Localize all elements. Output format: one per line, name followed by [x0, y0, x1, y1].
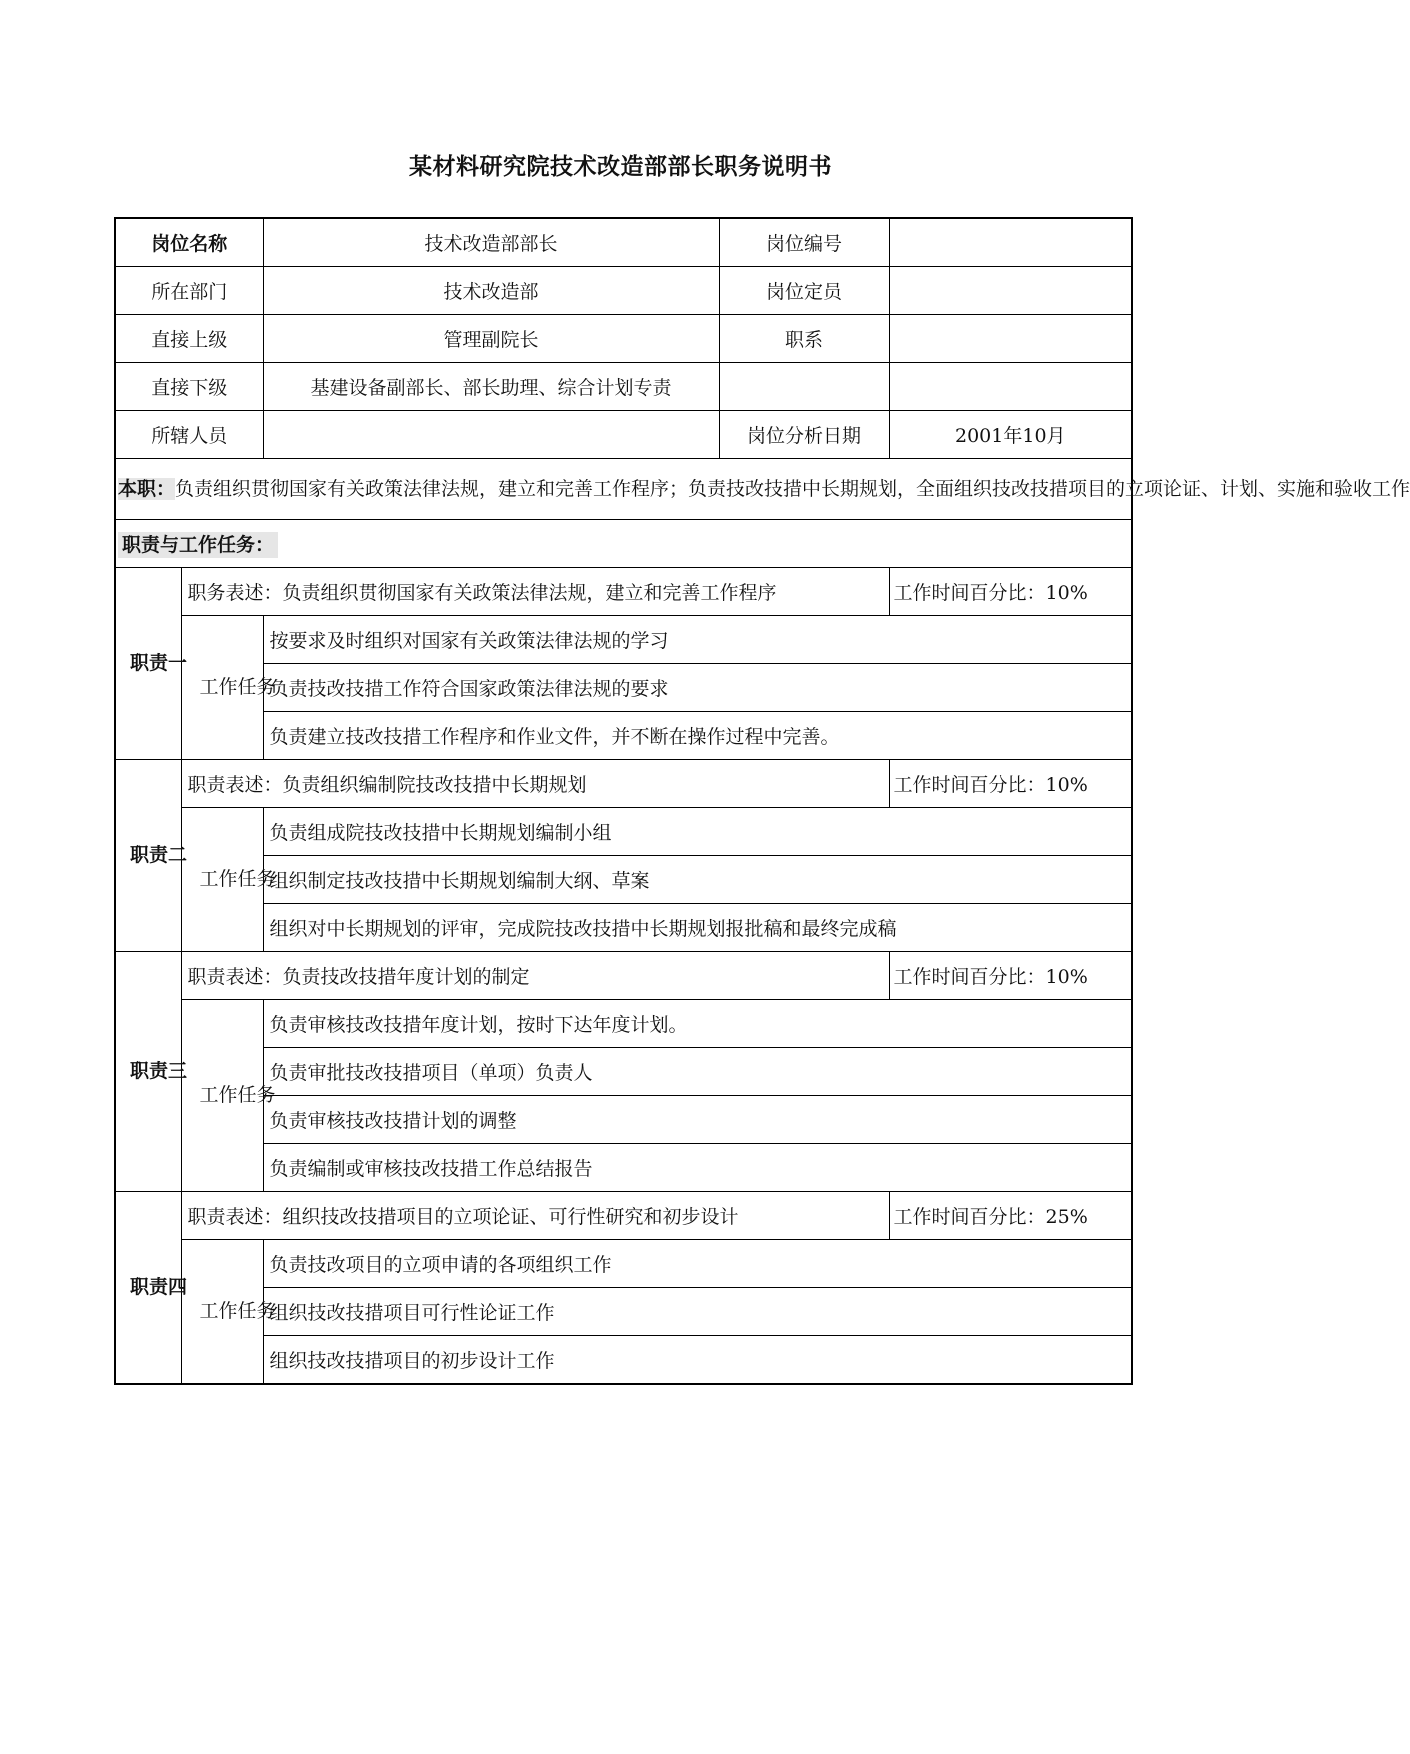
duty-time-percent: 工作时间百分比：10% — [889, 760, 1132, 808]
task-item: 负责审核技改技措年度计划，按时下达年度计划。 — [263, 1000, 1132, 1048]
duty-label: 职责三 — [115, 952, 181, 1192]
value-direct-superior: 管理副院长 — [263, 315, 719, 363]
value-staff-governed — [263, 411, 719, 459]
value-position-code — [889, 218, 1132, 267]
task-item: 组织制定技改技措中长期规划编制大纲、草案 — [263, 856, 1132, 904]
duty-time-percent: 工作时间百分比：10% — [889, 952, 1132, 1000]
value-position-name: 技术改造部部长 — [263, 218, 719, 267]
label-department: 所在部门 — [115, 267, 263, 315]
empty-cell — [719, 363, 889, 411]
summary-text: 负责组织贯彻国家有关政策法律法规，建立和完善工作程序；负责技改技措中长期规划，全面组织技改技措项目的立项论证、计划、实施和验收工作 — [175, 478, 1410, 500]
task-row — [115, 712, 1132, 760]
duty-description: 职责表述：负责技改技措年度计划的制定 — [181, 952, 889, 1000]
value-headcount — [889, 267, 1132, 315]
duties-header-cell — [115, 520, 1132, 568]
value-direct-subordinates: 基建设备副部长、部长助理、综合计划专责 — [263, 363, 719, 411]
task-row — [115, 1000, 1132, 1048]
label-analysis-date: 岗位分析日期 — [719, 411, 889, 459]
value-department: 技术改造部 — [263, 267, 719, 315]
duties-header: 职责与工作任务： — [118, 532, 278, 558]
task-row — [115, 1144, 1132, 1192]
task-item: 负责组成院技改技措中长期规划编制小组 — [263, 808, 1132, 856]
label-position-name: 岗位名称 — [115, 218, 263, 267]
duty-time-percent: 工作时间百分比：25% — [889, 1192, 1132, 1240]
value-job-family — [889, 315, 1132, 363]
value-analysis-date: 2001年10月 — [889, 411, 1132, 459]
task-label: 工作任务 — [181, 1240, 263, 1385]
summary-label: 本职： — [118, 478, 176, 500]
label-position-code: 岗位编号 — [719, 218, 889, 267]
task-label: 工作任务 — [181, 616, 263, 760]
info-row — [115, 315, 1132, 363]
duty-description-row — [115, 952, 1132, 1000]
task-label: 工作任务 — [181, 1000, 263, 1192]
duty-description: 职责表述：组织技改技措项目的立项论证、可行性研究和初步设计 — [181, 1192, 889, 1240]
task-row — [115, 1240, 1132, 1288]
task-item: 按要求及时组织对国家有关政策法律法规的学习 — [263, 616, 1132, 664]
duty-description: 职责表述：负责组织编制院技改技措中长期规划 — [181, 760, 889, 808]
task-item: 负责编制或审核技改技措工作总结报告 — [263, 1144, 1132, 1192]
label-direct-subordinates: 直接下级 — [115, 363, 263, 411]
task-item: 负责审核技改技措计划的调整 — [263, 1096, 1132, 1144]
job-description-table — [114, 217, 1410, 1385]
duty-label: 职责四 — [115, 1192, 181, 1385]
task-label: 工作任务 — [181, 808, 263, 952]
info-row — [115, 411, 1132, 459]
duty-label: 职责一 — [115, 568, 181, 760]
task-item: 负责技改技措工作符合国家政策法律法规的要求 — [263, 664, 1132, 712]
label-direct-superior: 直接上级 — [115, 315, 263, 363]
task-item: 组织技改技措项目可行性论证工作 — [263, 1288, 1132, 1336]
duty-label: 职责二 — [115, 760, 181, 952]
summary-row — [115, 459, 1132, 520]
duty-description-row — [115, 568, 1132, 616]
summary-cell — [115, 459, 1410, 520]
task-row — [115, 1336, 1132, 1385]
duty-time-percent: 工作时间百分比：10% — [889, 568, 1132, 616]
label-staff-governed: 所辖人员 — [115, 411, 263, 459]
label-job-family: 职系 — [719, 315, 889, 363]
duties-header-row — [115, 520, 1132, 568]
document-title: 某材料研究院技术改造部部长职务说明书 — [409, 154, 832, 180]
label-headcount: 岗位定员 — [719, 267, 889, 315]
task-item: 负责技改项目的立项申请的各项组织工作 — [263, 1240, 1132, 1288]
task-item: 负责审批技改技措项目（单项）负责人 — [263, 1048, 1132, 1096]
task-row — [115, 904, 1132, 952]
task-row — [115, 616, 1132, 664]
info-row — [115, 267, 1132, 315]
duty-description-row — [115, 760, 1132, 808]
empty-cell — [889, 363, 1132, 411]
task-item: 负责建立技改技措工作程序和作业文件，并不断在操作过程中完善。 — [263, 712, 1132, 760]
info-row — [115, 363, 1132, 411]
duty-description: 职务表述：负责组织贯彻国家有关政策法律法规，建立和完善工作程序 — [181, 568, 889, 616]
task-row — [115, 808, 1132, 856]
task-item: 组织技改技措项目的初步设计工作 — [263, 1336, 1132, 1385]
info-row — [115, 218, 1132, 267]
duty-description-row — [115, 1192, 1132, 1240]
task-item: 组织对中长期规划的评审，完成院技改技措中长期规划报批稿和最终完成稿 — [263, 904, 1132, 952]
